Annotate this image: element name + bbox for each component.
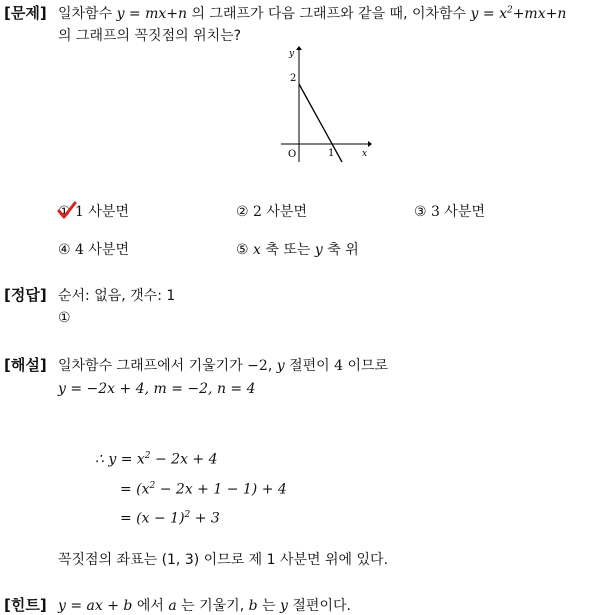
derivation-step-2: = $(x^2 - 2x + 1 - 1) + 4$ [120,481,287,498]
choice-2[interactable]: ② 2 사분면 [236,204,307,220]
x-axis-arrow [368,141,372,147]
hint-tag: [힌트] [4,596,47,614]
y-axis-arrow [296,46,302,50]
x-axis-label: x [362,149,368,159]
answer-line-1: 순서: 없음, 갯수: 1 [58,288,176,304]
choice-marker: ① [58,204,71,220]
derivation-step-3: = $(x - 1)^2 + 3$ [120,510,220,527]
choice-marker: ⑤ [236,242,249,258]
choice-marker: ③ [414,204,427,220]
y-axis-label: y [289,49,295,59]
linear-equation: y = mx+n [116,6,188,22]
origin-label: O [288,149,297,160]
choice-5[interactable]: ⑤ x 축 또는 y 축 위 [236,242,359,258]
answer-tag: [정답] [4,286,47,304]
problem-text: 일차함수 [58,6,113,22]
problem-tag: [문제] [4,4,47,22]
graph-line [299,84,342,162]
y-intercept-label: 2 [290,73,297,84]
problem-line-1 [58,3,566,23]
derivation-step-1: ∴ $y = x^2 - 2x + 4$ [95,451,218,468]
problem-text: 의 그래프가 다음 그래프와 같을 때, 이차함수 [191,6,467,22]
hint-line: y = ax + b 에서 a 는 기울기, b 는 y 절편이다. [58,598,351,614]
choice-marker: ④ [58,242,71,258]
check-mark-icon [56,201,78,223]
choice-1[interactable]: ① 1 사분면 [58,201,129,221]
x-intercept-label: 1 [328,148,335,159]
explanation-line-1: 일차함수 그래프에서 기울기가 −2, y 절편이 4 이므로 [58,358,389,374]
explanation-tag: [해설] [4,356,47,374]
explanation-conclusion: 꼭짓점의 좌표는 (1, 3) 이므로 제 1 사분면 위에 있다. [58,552,389,568]
answer-line-2: ① [58,310,71,326]
explanation-line-2: y = −2x + 4, m = −2, n = 4 [58,381,256,397]
line-graph [276,44,372,166]
problem-line-2: 의 그래프의 꼭짓점의 위치는? [58,28,242,44]
choice-marker: ② [236,204,249,220]
choice-4[interactable]: ④ 4 사분면 [58,242,129,258]
choice-3[interactable]: ③ 3 사분면 [414,204,485,220]
quadratic-equation: $y = x^2+mx+n$ [470,5,567,22]
